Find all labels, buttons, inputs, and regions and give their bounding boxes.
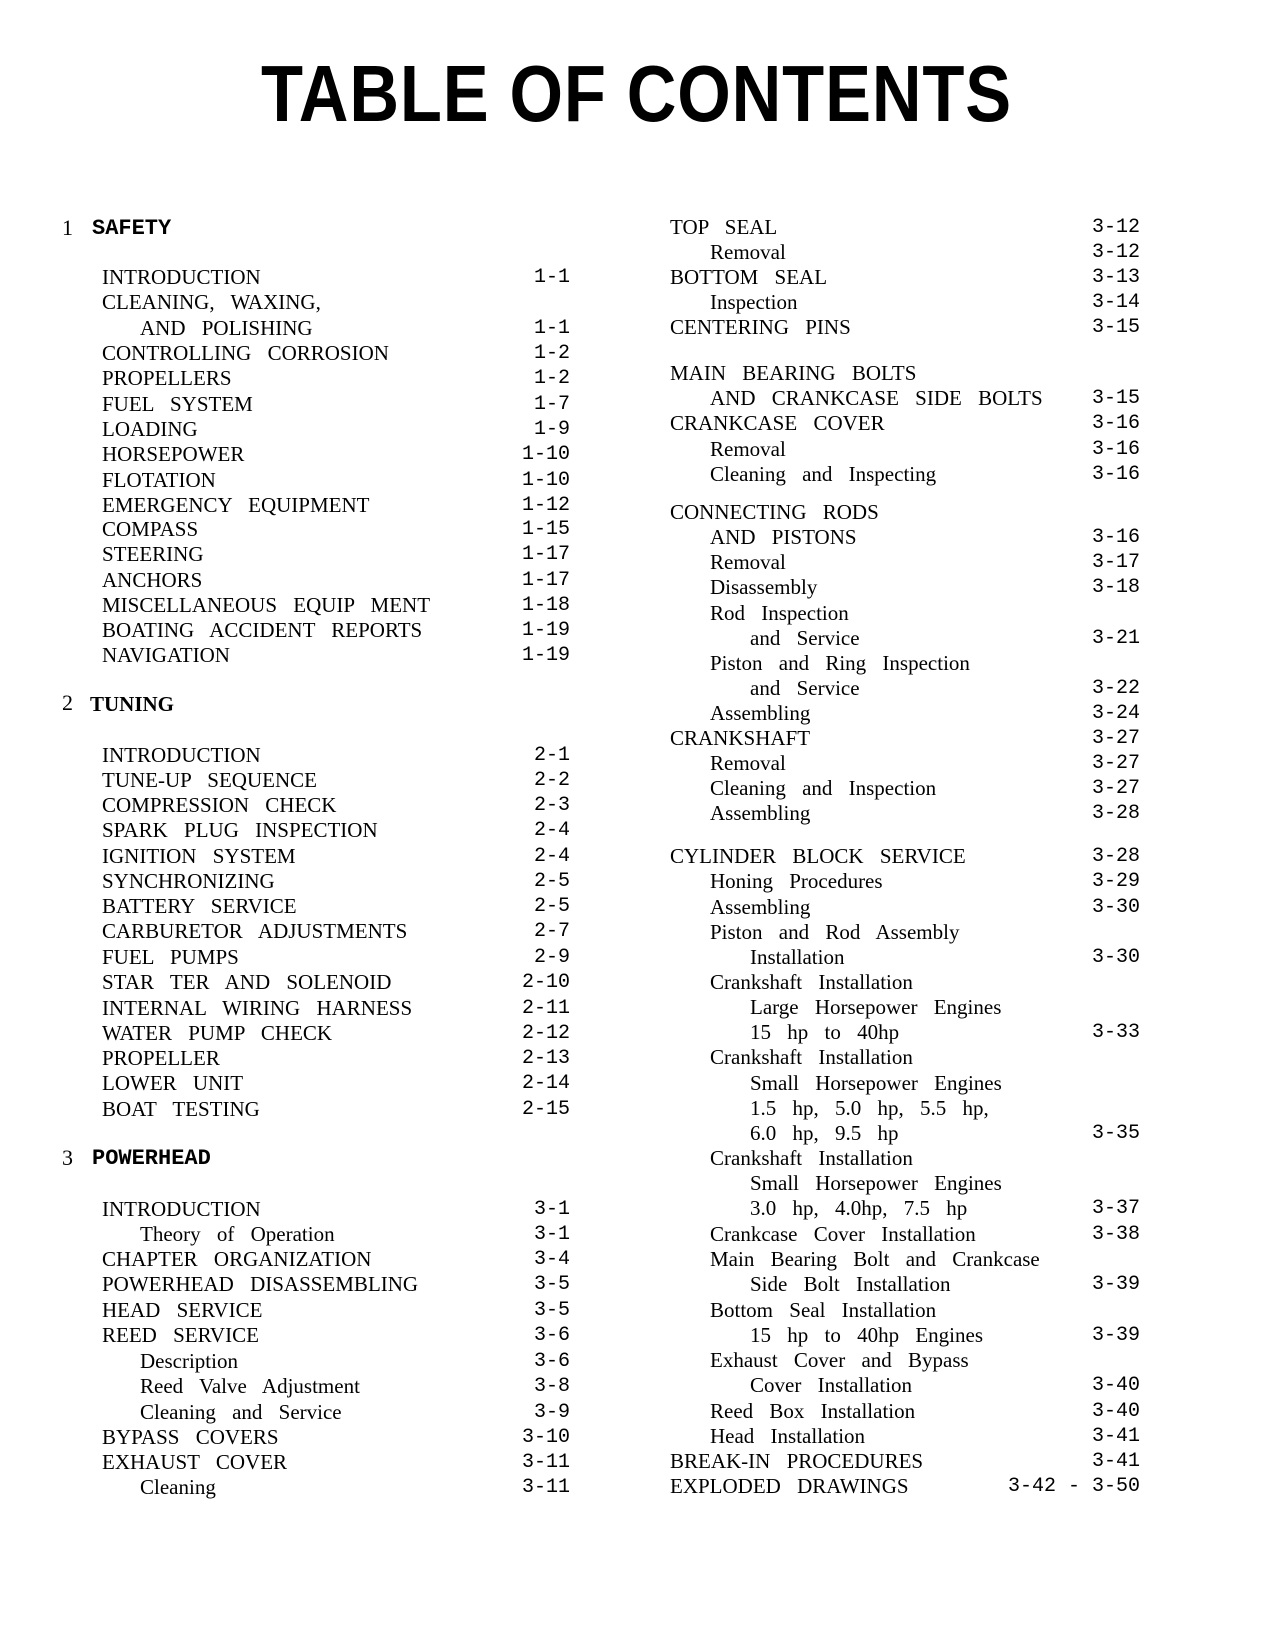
entry-title: Cleaning and Inspecting	[710, 462, 937, 486]
page-title: TABLE OF CONTENTS	[261, 49, 1012, 138]
entry-page: 2-14	[521, 1072, 570, 1095]
section-title: SAFETY	[92, 216, 172, 241]
toc-entry	[102, 1449, 570, 1475]
toc-entry	[710, 894, 1140, 920]
entry-title: PROPELLER	[102, 1046, 220, 1070]
entry-title: Crankshaft Installation	[710, 970, 913, 994]
entry-title: BOATING ACCIDENT REPORTS	[102, 618, 423, 642]
entry-title: MAIN BEARING BOLTS	[670, 361, 917, 385]
entry-page: 2-11	[521, 997, 570, 1020]
toc-entry	[750, 1095, 1140, 1121]
toc-entry	[710, 969, 1140, 995]
entry-title: EXPLODED DRAWINGS	[670, 1474, 909, 1498]
toc-entry	[710, 775, 1140, 801]
entry-page: 3-28	[1091, 802, 1140, 825]
toc-entry	[710, 239, 1140, 265]
toc-entry	[710, 1297, 1140, 1323]
entry-title: Removal	[710, 550, 786, 574]
entry-title: Side Bolt Installation	[750, 1272, 951, 1296]
entry-page: 1-19	[521, 644, 570, 667]
toc-entry	[710, 461, 1140, 487]
entry-title: Inspection	[710, 290, 798, 314]
entry-title: MISCELLANEOUS EQUIP MENT	[102, 593, 431, 617]
entry-title: EMERGENCY EQUIPMENT	[102, 493, 370, 517]
entry-page: 3-12	[1091, 216, 1140, 239]
entry-title: CRANKCASE COVER	[670, 411, 885, 435]
entry-title: Removal	[710, 751, 786, 775]
entry-page: 3-41	[1091, 1425, 1140, 1448]
toc-entry	[670, 499, 1140, 525]
entry-title: REED SERVICE	[102, 1323, 259, 1347]
toc-entry	[102, 1424, 570, 1450]
entry-page: 3-27	[1091, 727, 1140, 750]
entry-title: LOADING	[102, 417, 198, 441]
entry-title: Crankcase Cover Installation	[710, 1222, 976, 1246]
entry-title: 15 hp to 40hp Engines	[750, 1323, 983, 1347]
toc-entry	[710, 385, 1140, 411]
entry-title: NAVIGATION	[102, 643, 230, 667]
entry-page: 2-7	[533, 920, 570, 943]
toc-entry	[670, 214, 1140, 240]
entry-page: 3-24	[1091, 702, 1140, 725]
entry-title: HORSEPOWER	[102, 442, 245, 466]
toc-entry	[140, 315, 570, 341]
entry-page: 1-12	[521, 494, 570, 517]
toc-entry	[140, 1373, 570, 1399]
toc-entry	[750, 994, 1140, 1020]
toc-entry	[750, 1170, 1140, 1196]
entry-title: COMPRESSION CHECK	[102, 793, 337, 817]
entry-title: WATER PUMP CHECK	[102, 1021, 333, 1045]
entry-title: Crankshaft Installation	[710, 1045, 913, 1069]
toc-entry	[102, 918, 570, 944]
toc-entry	[710, 868, 1140, 894]
entry-title: Assembling	[710, 895, 811, 919]
toc-entry	[710, 750, 1140, 776]
entry-title: Bottom Seal Installation	[710, 1298, 937, 1322]
entry-page: 2-15	[521, 1098, 570, 1121]
toc-entry	[102, 541, 570, 567]
entry-page: 3-29	[1091, 870, 1140, 893]
toc-entry	[140, 1399, 570, 1425]
entry-page: 3-38	[1091, 1223, 1140, 1246]
entry-page: 3-1	[533, 1198, 570, 1221]
entry-title: Rod Inspection	[710, 601, 849, 625]
entry-page: 3-27	[1091, 777, 1140, 800]
entry-page: 3-6	[533, 1350, 570, 1373]
entry-page: 1-7	[533, 393, 570, 416]
entry-title: BREAK-IN PROCEDURES	[670, 1449, 924, 1473]
toc-entry	[102, 592, 570, 618]
entry-title: Reed Box Installation	[710, 1399, 916, 1423]
entry-title: PROPELLERS	[102, 366, 232, 390]
entry-title: CRANKSHAFT	[670, 726, 811, 750]
toc-entry	[102, 617, 570, 643]
entry-page: 2-13	[521, 1047, 570, 1070]
entry-title: Installation	[750, 945, 845, 969]
entry-title: Disassembly	[710, 575, 818, 599]
toc-entry	[670, 843, 1140, 869]
section-number: 2	[62, 690, 73, 715]
toc-entry	[670, 360, 1140, 386]
toc-entry	[710, 1347, 1140, 1373]
entry-page: 3-35	[1091, 1122, 1140, 1145]
entry-title: CONNECTING RODS	[670, 500, 879, 524]
toc-entry	[710, 1423, 1140, 1449]
entry-title: Removal	[710, 240, 786, 264]
toc-entry	[102, 340, 570, 366]
toc-entry	[102, 792, 570, 818]
entry-page: 3-18	[1091, 576, 1140, 599]
toc-entry	[710, 919, 1140, 945]
entry-title: INTRODUCTION	[102, 265, 261, 289]
entry-page: 3-40	[1091, 1400, 1140, 1423]
entry-page: 1-2	[533, 367, 570, 390]
toc-entry	[102, 944, 570, 970]
toc-entry	[750, 1120, 1140, 1146]
entry-title: HEAD SERVICE	[102, 1298, 263, 1322]
entry-page: 2-1	[533, 744, 570, 767]
entry-page: 3-16	[1091, 526, 1140, 549]
entry-page: 1-1	[533, 317, 570, 340]
section-number: 3	[62, 1145, 73, 1170]
entry-page: 3-8	[533, 1375, 570, 1398]
entry-page: 3-37	[1091, 1197, 1140, 1220]
toc-entry	[750, 625, 1140, 651]
toc-entry	[710, 549, 1140, 575]
entry-title: COMPASS	[102, 517, 199, 541]
toc-entry	[670, 314, 1140, 340]
entry-page: 3-27	[1091, 752, 1140, 775]
entry-title: 1.5 hp, 5.0 hp, 5.5 hp,	[750, 1096, 989, 1120]
toc-entry	[102, 467, 570, 493]
entry-page: 1-2	[533, 342, 570, 365]
toc-entry	[102, 767, 570, 793]
entry-title: TUNE-UP SEQUENCE	[102, 768, 317, 792]
entry-title: BATTERY SERVICE	[102, 894, 297, 918]
toc-entry	[102, 817, 570, 843]
entry-page: 3-11	[521, 1476, 570, 1499]
entry-title: INTRODUCTION	[102, 1197, 261, 1221]
entry-page: 3-39	[1091, 1273, 1140, 1296]
entry-title: BOTTOM SEAL	[670, 265, 828, 289]
entry-title: Piston and Rod Assembly	[710, 920, 960, 944]
toc-entry	[102, 742, 570, 768]
entry-page: 3-5	[533, 1273, 570, 1296]
entry-title: Cleaning and Service	[140, 1400, 342, 1424]
entry-page: 3-30	[1091, 896, 1140, 919]
entry-page: 3-1	[533, 1223, 570, 1246]
entry-title: CARBURETOR ADJUSTMENTS	[102, 919, 408, 943]
entry-page: 2-10	[521, 971, 570, 994]
entry-title: CHAPTER ORGANIZATION	[102, 1247, 372, 1271]
toc-entry	[102, 1020, 570, 1046]
toc-entry	[102, 365, 570, 391]
entry-page: 1-17	[521, 569, 570, 592]
entry-title: AND PISTONS	[710, 525, 857, 549]
entry-title: Cleaning and Inspection	[710, 776, 937, 800]
entry-title: BYPASS COVERS	[102, 1425, 279, 1449]
entry-page: 3-16	[1091, 412, 1140, 435]
toc-entry	[102, 1070, 570, 1096]
toc-entry	[670, 725, 1140, 751]
entry-page: 2-12	[521, 1022, 570, 1045]
entry-page: 2-2	[533, 769, 570, 792]
entry-page: 3-11	[521, 1451, 570, 1474]
toc-entry	[140, 1348, 570, 1374]
entry-title: Theory of Operation	[140, 1222, 335, 1246]
entry-title: 3.0 hp, 4.0hp, 7.5 hp	[750, 1196, 968, 1220]
entry-title: Assembling	[710, 801, 811, 825]
entry-page: 3-15	[1091, 387, 1140, 410]
entry-title: IGNITION SYSTEM	[102, 844, 296, 868]
toc-entry	[750, 1195, 1140, 1221]
toc-entry	[140, 1474, 570, 1500]
entry-title: LOWER UNIT	[102, 1071, 244, 1095]
toc-entry	[102, 893, 570, 919]
toc-entry	[102, 516, 570, 542]
toc-entry	[102, 416, 570, 442]
entry-page: 3-21	[1091, 627, 1140, 650]
entry-page: 3-16	[1091, 463, 1140, 486]
entry-page: 3-30	[1091, 946, 1140, 969]
toc-entry	[750, 675, 1140, 701]
toc-entry	[710, 1246, 1140, 1272]
toc-entry	[102, 1246, 570, 1272]
toc-entry	[750, 944, 1140, 970]
entry-page: 1-10	[521, 469, 570, 492]
toc-entry	[102, 492, 570, 518]
entry-title: Honing Procedures	[710, 869, 883, 893]
toc-entry	[710, 436, 1140, 462]
toc-entry	[102, 969, 570, 995]
entry-title: Large Horsepower Engines	[750, 995, 1002, 1019]
entry-title: and Service	[750, 676, 860, 700]
entry-page: 3-40	[1091, 1374, 1140, 1397]
entry-page: 1-17	[521, 543, 570, 566]
entry-title: FLOTATION	[102, 468, 216, 492]
entry-title: FUEL SYSTEM	[102, 392, 253, 416]
entry-title: FUEL PUMPS	[102, 945, 239, 969]
entry-page: 3-6	[533, 1324, 570, 1347]
toc-entry	[670, 264, 1140, 290]
entry-title: POWERHEAD DISASSEMBLING	[102, 1272, 419, 1296]
entry-page: 3-15	[1091, 316, 1140, 339]
toc-entry	[102, 1271, 570, 1297]
entry-title: Removal	[710, 437, 786, 461]
entry-page: 1-18	[521, 594, 570, 617]
entry-page: 3-9	[533, 1401, 570, 1424]
section-title: TUNING	[90, 692, 175, 716]
toc-entry	[710, 650, 1140, 676]
entry-title: STEERING	[102, 542, 204, 566]
entry-title: INTRODUCTION	[102, 743, 261, 767]
entry-page: 1-15	[521, 518, 570, 541]
toc-entry	[102, 1196, 570, 1222]
entry-page: 3-33	[1091, 1021, 1140, 1044]
toc-entry	[102, 1322, 570, 1348]
entry-title: AND CRANKCASE SIDE BOLTS	[710, 386, 1043, 410]
toc-entry	[102, 264, 570, 290]
entry-page: 3-5	[533, 1299, 570, 1322]
entry-page: 2-4	[533, 819, 570, 842]
toc-entry	[102, 567, 570, 593]
toc-entry	[140, 1221, 570, 1247]
entry-title: AND POLISHING	[140, 316, 313, 340]
entry-page: 3-16	[1091, 438, 1140, 461]
toc-entry	[102, 868, 570, 894]
entry-page: 1-9	[533, 418, 570, 441]
section-title: POWERHEAD	[92, 1146, 211, 1171]
section-number: 1	[62, 215, 73, 240]
toc-entry	[102, 1297, 570, 1323]
entry-title: STAR TER AND SOLENOID	[102, 970, 392, 994]
entry-page: 3-4	[533, 1248, 570, 1271]
entry-title: Small Horsepower Engines	[750, 1071, 1002, 1095]
toc-entry	[102, 391, 570, 417]
entry-page: 2-4	[533, 845, 570, 868]
entry-title: INTERNAL WIRING HARNESS	[102, 996, 413, 1020]
entry-page: 3-14	[1091, 291, 1140, 314]
toc-entry	[710, 800, 1140, 826]
entry-page: 3-12	[1091, 241, 1140, 264]
toc-entry	[710, 700, 1140, 726]
entry-title: Cover Installation	[750, 1373, 913, 1397]
entry-title: Cleaning	[140, 1475, 216, 1499]
entry-page: 3-28	[1091, 845, 1140, 868]
entry-title: CENTERING PINS	[670, 315, 851, 339]
entry-page: 2-9	[533, 946, 570, 969]
entry-title: BOAT TESTING	[102, 1097, 260, 1121]
toc-entry	[750, 1271, 1140, 1297]
entry-title: CLEANING, WAXING,	[102, 290, 321, 314]
toc-entry	[670, 1473, 1140, 1499]
entry-page: 3-13	[1091, 266, 1140, 289]
toc-entry	[670, 1448, 1140, 1474]
entry-page: 2-3	[533, 794, 570, 817]
toc-entry	[710, 1044, 1140, 1070]
entry-page: 2-5	[533, 870, 570, 893]
toc-entry	[710, 1145, 1140, 1171]
entry-page: 1-19	[521, 619, 570, 642]
toc-entry	[710, 1221, 1140, 1247]
entry-page: 3-17	[1091, 551, 1140, 574]
entry-page: 1-1	[533, 266, 570, 289]
toc-entry	[710, 289, 1140, 315]
toc-entry	[102, 995, 570, 1021]
entry-title: and Service	[750, 626, 860, 650]
entry-title: Head Installation	[710, 1424, 866, 1448]
toc-entry	[102, 441, 570, 467]
entry-title: SYNCHRONIZING	[102, 869, 275, 893]
entry-page: 3-22	[1091, 677, 1140, 700]
toc-entry	[710, 524, 1140, 550]
entry-title: SPARK PLUG INSPECTION	[102, 818, 378, 842]
entry-title: CONTROLLING CORROSION	[102, 341, 389, 365]
toc-entry	[102, 1096, 570, 1122]
entry-title: Piston and Ring Inspection	[710, 651, 970, 675]
entry-title: 15 hp to 40hp	[750, 1020, 900, 1044]
toc-entry	[710, 600, 1140, 626]
toc-entry	[102, 1045, 570, 1071]
entry-title: Exhaust Cover and Bypass	[710, 1348, 969, 1372]
toc-entry	[102, 843, 570, 869]
entry-page: 3-41	[1091, 1450, 1140, 1473]
entry-page: 2-5	[533, 895, 570, 918]
entry-page: 3-42 - 3-50	[1007, 1475, 1140, 1498]
entry-title: EXHAUST COVER	[102, 1450, 288, 1474]
entry-title: 6.0 hp, 9.5 hp	[750, 1121, 899, 1145]
toc-entry	[750, 1372, 1140, 1398]
entry-title: ANCHORS	[102, 568, 203, 592]
toc-entry	[750, 1322, 1140, 1348]
toc-entry	[102, 642, 570, 668]
entry-title: Assembling	[710, 701, 811, 725]
entry-title: TOP SEAL	[670, 215, 778, 239]
toc-entry	[750, 1070, 1140, 1096]
entry-title: Reed Valve Adjustment	[140, 1374, 360, 1398]
toc-entry	[710, 574, 1140, 600]
entry-title: Description	[140, 1349, 238, 1373]
toc-entry	[102, 289, 570, 315]
entry-page: 3-39	[1091, 1324, 1140, 1347]
toc-entry	[710, 1398, 1140, 1424]
entry-title: Small Horsepower Engines	[750, 1171, 1002, 1195]
entry-page: 1-10	[521, 443, 570, 466]
entry-title: Crankshaft Installation	[710, 1146, 913, 1170]
entry-title: Main Bearing Bolt and Crankcase	[710, 1247, 1040, 1271]
entry-title: CYLINDER BLOCK SERVICE	[670, 844, 966, 868]
entry-page: 3-10	[521, 1426, 570, 1449]
toc-entry	[750, 1019, 1140, 1045]
toc-entry	[670, 410, 1140, 436]
